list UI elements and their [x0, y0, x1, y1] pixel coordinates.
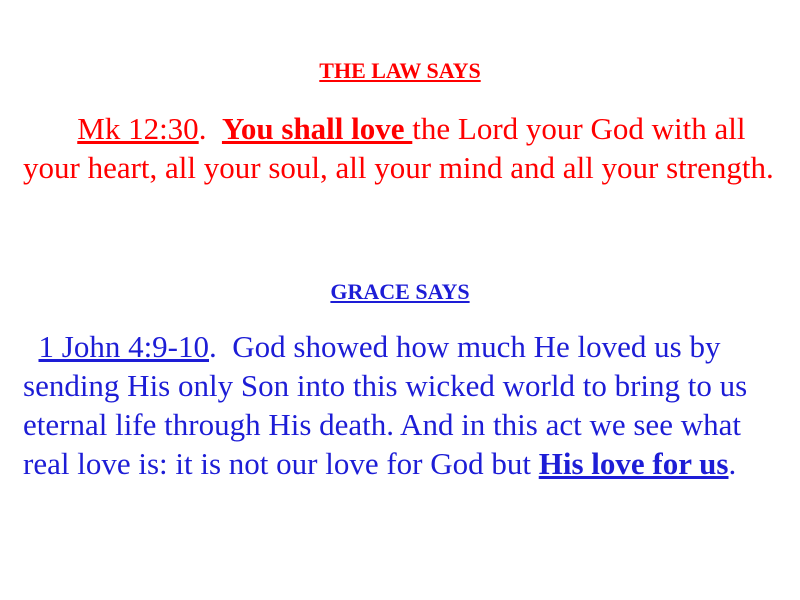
- law-reference: Mk 12:30: [77, 111, 199, 146]
- grace-emphasis: His love for us: [538, 446, 729, 481]
- law-ref-punct: .: [198, 111, 222, 146]
- grace-end-punct: .: [728, 446, 737, 481]
- law-text: the Lord your God with all your heart, all your soul, all your mind and all your strength.: [23, 111, 774, 185]
- grace-ref-punct: .: [209, 329, 233, 364]
- grace-indent: [23, 329, 39, 364]
- law-heading: THE LAW SAYS: [319, 58, 481, 83]
- law-indent: [23, 111, 77, 146]
- law-emphasis: You shall love: [221, 111, 413, 146]
- grace-text: God showed how much He loved us by sending His only Son into this wicked world to bring to us eternal life through His death. And in this act we see what real love is: it is not our love for God but: [23, 329, 748, 481]
- law-passage: [23, 109, 783, 187]
- grace-reference: 1 John 4:9-10: [38, 329, 209, 364]
- grace-heading: GRACE SAYS: [330, 279, 470, 304]
- grace-passage: [23, 327, 783, 483]
